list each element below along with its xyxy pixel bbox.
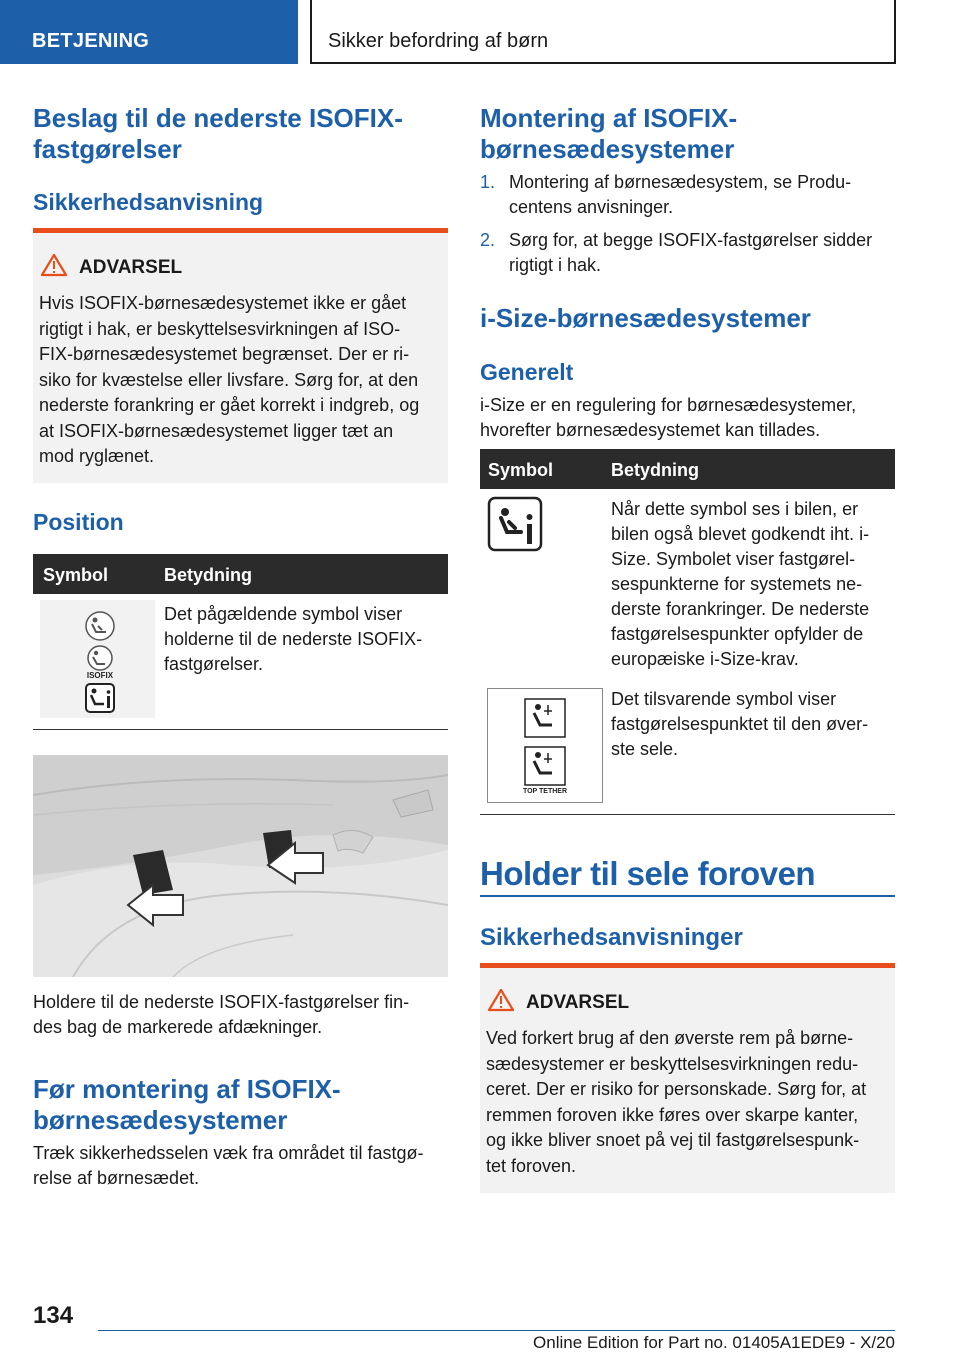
top-tether-meaning: Det tilsvarende symbol viser fastgørelsespunktet til den øver- ste sele. <box>611 689 869 759</box>
before-heading: Før montering af ISOFIX-børnesædesystemer <box>33 1074 341 1135</box>
safety-heading-left: Sikkerhedsanvisning <box>33 189 264 215</box>
photo-caption: Holdere til de nederste ISOFIX-fastgørelser fin- des bag de markerede afdækninger. <box>33 992 410 1037</box>
before-text: Træk sikkerhedsselen væk fra området til fastgø- relse af børnesædet. <box>33 1143 424 1188</box>
svg-text:ISOFIX: ISOFIX <box>86 671 114 680</box>
general-heading: Generelt <box>480 359 574 385</box>
holder-underline <box>480 895 895 897</box>
top-tether-symbol-cell <box>487 688 603 803</box>
step-2-number: 2. <box>480 230 496 250</box>
step-1-number: 1. <box>480 172 496 192</box>
footer-rule <box>98 1330 895 1331</box>
warning-icon <box>488 988 514 1012</box>
svg-text:TOP TETHER: TOP TETHER <box>522 788 568 795</box>
isofix-meaning: Det pågældende symbol viser holderne til de nederste ISOFIX- fastgørelser. <box>164 604 423 674</box>
col-symbol-right: Symbol <box>488 460 554 480</box>
table-header-right <box>480 449 895 489</box>
warning-label: ADVARSEL <box>79 257 183 278</box>
right-title: Montering af ISOFIX-børnesædesystemer <box>480 103 738 164</box>
isofix-seat-icon <box>40 600 155 718</box>
page-number: 134 <box>33 1302 74 1329</box>
top-tether-icon <box>488 689 602 802</box>
general-text: i-Size er en regulering for børnesædesystemer, hvorefter børnesædesystemet kan tillades. <box>480 395 857 440</box>
section-tab <box>0 0 298 64</box>
chapter-label: Sikker befordring af børn <box>328 30 549 52</box>
step-1-text: Montering af børnesædesystem, se Produ- centens anvisninger. <box>509 172 852 217</box>
col-meaning-right: Betydning <box>611 460 699 480</box>
safety-heading-right: Sikkerhedsanvisninger <box>480 924 743 951</box>
step-2-text: Sørg for, at begge ISOFIX-fastgørelser sidder rigtigt i hak. <box>509 230 873 275</box>
isize-symbol <box>487 496 543 552</box>
isofix-symbol-cell <box>40 600 155 718</box>
col-symbol: Symbol <box>43 565 109 585</box>
warning-box-right <box>480 963 895 1193</box>
table-header-left <box>33 554 448 594</box>
warning-icon <box>41 253 67 277</box>
isize-seat-icon <box>487 496 543 552</box>
section-label: BETJENING <box>32 30 150 52</box>
rear-seat-photo <box>33 755 448 977</box>
warning-box-left <box>33 228 448 483</box>
seat-illustration <box>33 755 448 977</box>
chapter-tab <box>310 0 896 64</box>
position-heading: Position <box>33 509 124 535</box>
warning-label: ADVARSEL <box>526 992 630 1013</box>
holder-heading: Holder til sele foroven <box>480 855 816 892</box>
warning-text: Hvis ISOFIX-børnesædesystemet ikke er gået rigtigt i hak, er beskyttelsesvirkningen af ISO- FIX-børnesædesystemet begrænset. Der er ri- siko for kvæstelse eller livsfare. Sørg for, at den nederste forankring er gået korrekt i indgreb, og at ISOFIX-børnesædesystemet ligger tæt an mod ryglænet. <box>39 293 420 466</box>
warning-text: Ved forkert brug af den øverste rem på børne- sædesystemer er beskyttelsesvirkningen redu- ceret. Der er risiko for personskade. Sørg for, at remmen foroven ikke føres over skarpe kanter, og ikke bliver snoet på vej til fastgørelsespunk- tet foroven. <box>486 1028 867 1176</box>
col-meaning: Betydning <box>164 565 252 585</box>
table-rule-right <box>480 814 895 815</box>
isize-heading: i-Size-børnesædesystemer <box>480 303 811 333</box>
edition-text: Online Edition for Part no. 01405A1EDE9 - X/20 <box>533 1333 895 1352</box>
isize-meaning: Når dette symbol ses i bilen, er bilen også blevet godkendt iht. i- Size. Symbolet viser fastgørel- sespunkterne for systemets ne- derste forankringer. De nederste fastgørelsespunkter opfylder de europæiske i-Size-krav. <box>611 499 870 669</box>
table-rule <box>33 729 448 730</box>
left-title: Beslag til de nederste ISOFIX-fastgørelser <box>33 103 403 164</box>
